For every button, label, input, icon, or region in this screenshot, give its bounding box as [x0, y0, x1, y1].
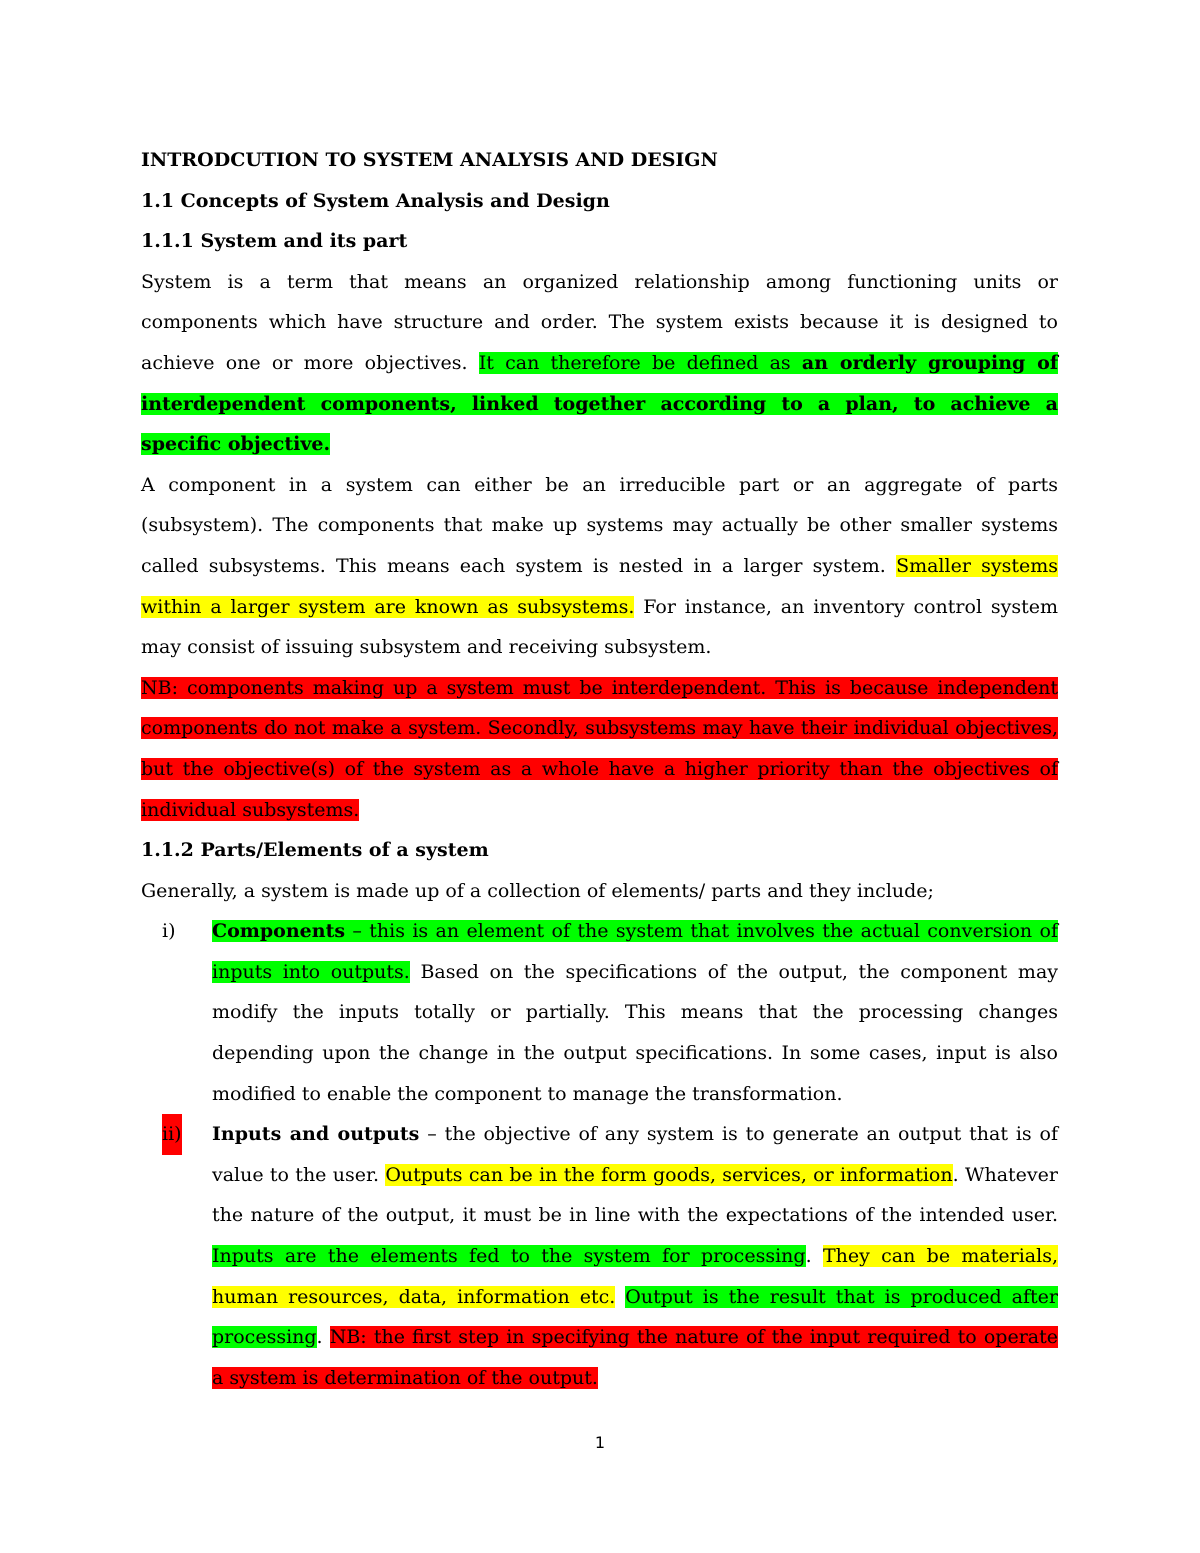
red-highlight-nb-output: NB: the first step in specifying the nature of the input required to operate a system is determination of the output.	[212, 1326, 1058, 1389]
term-inputs-outputs: Inputs and outputs	[212, 1123, 420, 1146]
subsystems-text: A component in a system can either be an irreducible part or an aggregate of parts (subsystem). The components that make up systems may actually be other smaller systems called subsystems. This means each system is nested in a larger system.	[141, 473, 1058, 577]
components-description: Based on the specifications of the output, the component may modify the inputs totally or partially. This means that the processing changes depending upon the change in the output specifications. In some cases, input is also modified to enable the component to manage the transformation.	[212, 960, 1059, 1105]
page-number: 1	[594, 1433, 606, 1452]
parts-list	[141, 911, 1058, 1398]
red-highlight-nb-interdependence: NB: components making up a system must be interdependent. This is because independent components do not make a system. Secondly, subsystems may have their individual objectives, but the objective(s) of the system as a whole have a higher priority than the objectives of individual subsystems.	[141, 676, 1058, 821]
paragraph-subsystems	[141, 465, 1058, 668]
paragraph-parts-intro: Generally, a system is made up of a collection of elements/ parts and they include;	[141, 879, 934, 902]
list-item-components	[162, 911, 1059, 1114]
yellow-highlight-subsystems: Smaller systems within a larger system are known as subsystems.	[141, 554, 1059, 618]
green-highlight-output-definition: Output is the result that is produced after processing	[212, 1285, 1058, 1349]
term-components: Components	[212, 920, 346, 943]
green-highlight-definition-lead: It can therefore be defined as	[478, 351, 802, 374]
list-marker: i)	[162, 920, 176, 943]
inputs-outputs-text-5: .	[316, 1326, 323, 1349]
inputs-outputs-text-2: . Whatever the nature of the output, it must be in line with the expectations of the intended user.	[212, 1163, 1058, 1227]
section-heading-1-1-2: 1.1.2 Parts/Elements of a system	[141, 839, 489, 862]
yellow-highlight-output-forms: Outputs can be in the form goods, services, or information	[385, 1163, 953, 1186]
section-heading-1-1: 1.1 Concepts of System Analysis and Design	[141, 189, 610, 212]
document-body	[141, 140, 1058, 1398]
yellow-highlight-input-types: They can be materials, human resources, data, information etc.	[212, 1245, 1058, 1308]
section-heading-1-1-1: 1.1.1 System and its part	[141, 230, 408, 253]
inputs-outputs-text-4	[615, 1286, 625, 1308]
paragraph-system-definition	[141, 262, 1058, 465]
green-highlight-components-definition: – this is an element of the system that involves the actual conversion of inputs into outputs.	[212, 920, 1058, 983]
green-highlight-inputs-definition: Inputs are the elements fed to the system for processing	[212, 1245, 806, 1268]
list-marker: ii)	[162, 1114, 182, 1155]
inputs-outputs-text-3: .	[805, 1245, 823, 1268]
subsystems-example-text: For instance, an inventory control system may consist of issuing subsystem and receiving subsystem.	[141, 595, 1058, 659]
green-highlight-definition-bold: an orderly grouping of interdependent components, linked together according to a plan, to achieve a specific objective.	[141, 351, 1058, 456]
inputs-outputs-text-1: – the objective of any system is to generate an output that is of value to the user.	[212, 1123, 1058, 1186]
document-title: INTRODCUTION TO SYSTEM ANALYSIS AND DESIGN	[141, 149, 718, 171]
list-item-inputs-outputs	[162, 1114, 1058, 1398]
system-definition-text: System is a term that means an organized relationship among functioning units or components which have structure and order. The system exists because it is designed to achieve one or more objectives.	[141, 270, 1058, 374]
paragraph-nb-interdependence	[141, 668, 1058, 830]
